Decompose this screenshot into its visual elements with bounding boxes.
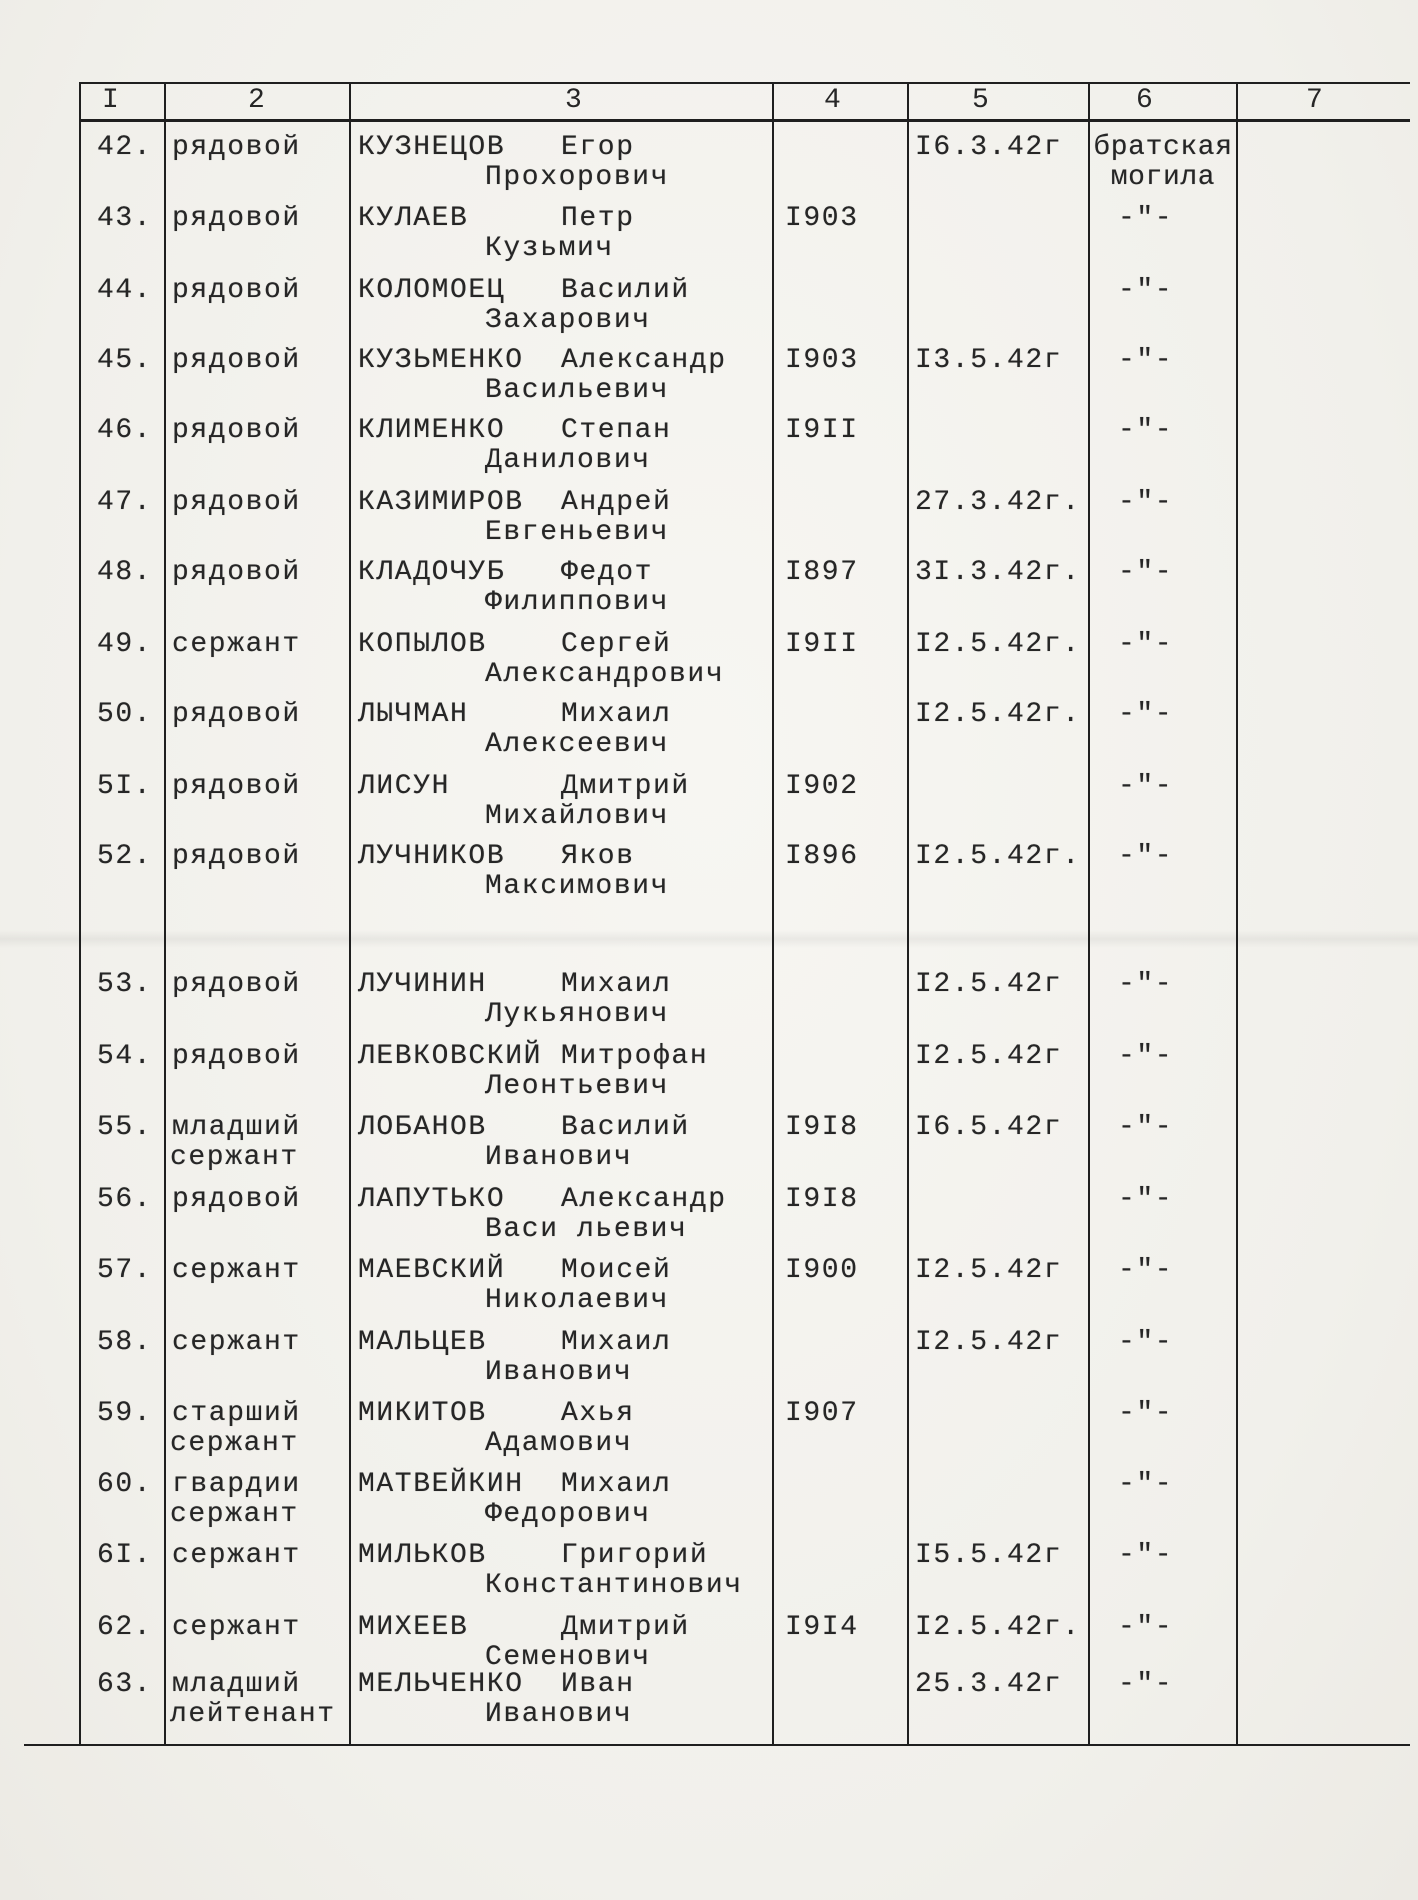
row-number: 45. xyxy=(97,345,153,376)
row-number: 60. xyxy=(97,1469,153,1500)
row-number: 46. xyxy=(97,415,153,446)
burial-place-ditto: -"- xyxy=(1118,629,1174,660)
surname: ЛЫЧМАН xyxy=(358,699,469,730)
birth-year: I900 xyxy=(785,1255,859,1286)
first-name: Егор xyxy=(561,132,635,163)
patronymic: Иванович xyxy=(485,1142,633,1173)
table-row xyxy=(0,558,1418,618)
first-name: Яков xyxy=(561,841,635,872)
first-name: Александр xyxy=(561,345,727,376)
patronymic: Филиппович xyxy=(485,587,670,618)
death-date: I2.5.42г xyxy=(915,1255,1063,1286)
column-header-5: 5 xyxy=(972,85,991,116)
burial-place-ditto: -"- xyxy=(1118,969,1174,1000)
surname: МАЛЬЦЕВ xyxy=(358,1327,487,1358)
paper-fold xyxy=(0,930,1418,948)
military-rank: рядовой xyxy=(172,487,301,518)
first-name: Михаил xyxy=(561,1469,672,1500)
first-name: Михаил xyxy=(561,969,672,1000)
death-date: I2.5.42г xyxy=(915,969,1063,1000)
death-date: I2.5.42г. xyxy=(915,1612,1081,1643)
military-rank: младший xyxy=(172,1669,301,1700)
military-rank: гвардии xyxy=(172,1469,301,1500)
burial-place: могила xyxy=(1110,162,1216,193)
death-date: I3.5.42г xyxy=(915,345,1063,376)
patronymic: Леонтьевич xyxy=(485,1071,670,1102)
death-date: 25.3.42г xyxy=(915,1669,1063,1700)
table-row xyxy=(0,1541,1418,1601)
surname: ЛАПУТЬКО xyxy=(358,1184,506,1215)
table-row xyxy=(0,1399,1418,1459)
burial-place-ditto: -"- xyxy=(1118,1041,1174,1072)
burial-place-ditto: -"- xyxy=(1118,1540,1174,1571)
patronymic: Иванович xyxy=(485,1357,633,1388)
birth-year: I9I4 xyxy=(785,1612,859,1643)
death-date: I6.5.42г xyxy=(915,1112,1063,1143)
death-date: I2.5.42г. xyxy=(915,629,1081,660)
row-number: 47. xyxy=(97,487,153,518)
table-row xyxy=(0,1670,1418,1730)
header-top-rule xyxy=(79,82,1410,84)
row-number: 48. xyxy=(97,557,153,588)
row-number: 53. xyxy=(97,969,153,1000)
table-row xyxy=(0,700,1418,760)
surname: МИХЕЕВ xyxy=(358,1612,469,1643)
column-header-4: 4 xyxy=(824,85,843,116)
military-rank: рядовой xyxy=(172,1184,301,1215)
burial-place-ditto: -"- xyxy=(1118,275,1174,306)
patronymic: Кузьмич xyxy=(485,233,614,264)
burial-place-ditto: -"- xyxy=(1118,1184,1174,1215)
column-header-1: I xyxy=(102,85,121,116)
table-row xyxy=(0,346,1418,406)
first-name: Сергей xyxy=(561,629,672,660)
surname: ЛЕВКОВСКИЙ xyxy=(358,1041,543,1072)
table-row xyxy=(0,1328,1418,1388)
surname: КЛИМЕНКО xyxy=(358,415,506,446)
patronymic: Константинович xyxy=(485,1570,743,1601)
table-row xyxy=(0,416,1418,476)
table-row xyxy=(0,970,1418,1030)
burial-place-ditto: -"- xyxy=(1118,1612,1174,1643)
first-name: Андрей xyxy=(561,487,672,518)
birth-year: I896 xyxy=(785,841,859,872)
military-rank: рядовой xyxy=(172,203,301,234)
surname: КОПЫЛОВ xyxy=(358,629,487,660)
first-name: Петр xyxy=(561,203,635,234)
military-rank: рядовой xyxy=(172,275,301,306)
patronymic: Данилович xyxy=(485,445,651,476)
burial-place-ditto: -"- xyxy=(1118,1398,1174,1429)
row-number: 59. xyxy=(97,1398,153,1429)
table-row xyxy=(0,772,1418,832)
military-rank: сержант xyxy=(172,629,301,660)
first-name: Василий xyxy=(561,1112,690,1143)
patronymic: Иванович xyxy=(485,1699,633,1730)
birth-year: I9II xyxy=(785,415,859,446)
table-row xyxy=(0,488,1418,548)
surname: КЛАДОЧУБ xyxy=(358,557,506,588)
row-number: 50. xyxy=(97,699,153,730)
burial-place-ditto: -"- xyxy=(1118,1327,1174,1358)
military-rank: рядовой xyxy=(172,771,301,802)
row-number: 43. xyxy=(97,203,153,234)
row-number: 56. xyxy=(97,1184,153,1215)
burial-place: братская xyxy=(1093,132,1233,163)
death-date: I2.5.42г xyxy=(915,1041,1063,1072)
first-name: Ахья xyxy=(561,1398,635,1429)
row-number: 62. xyxy=(97,1612,153,1643)
patronymic: Прохорович xyxy=(485,162,670,193)
burial-place-ditto: -"- xyxy=(1118,487,1174,518)
military-rank: младший xyxy=(172,1112,301,1143)
first-name: Федот xyxy=(561,557,654,588)
patronymic: Захарович xyxy=(485,305,651,336)
burial-place-ditto: -"- xyxy=(1118,1112,1174,1143)
row-number: 49. xyxy=(97,629,153,660)
surname: КУЛАЕВ xyxy=(358,203,469,234)
row-number: 57. xyxy=(97,1255,153,1286)
military-rank: сержант xyxy=(172,1327,301,1358)
surname: КУЗЬМЕНКО xyxy=(358,345,524,376)
table-row xyxy=(0,1185,1418,1245)
table-row xyxy=(0,1470,1418,1530)
patronymic: Васильевич xyxy=(485,375,670,406)
military-rank: сержант xyxy=(170,1499,299,1530)
surname: МАТВЕЙКИН xyxy=(358,1469,524,1500)
birth-year: I903 xyxy=(785,345,859,376)
military-rank: старший xyxy=(172,1398,301,1429)
table-row xyxy=(0,204,1418,264)
patronymic: Васи льевич xyxy=(485,1214,688,1245)
column-header-2: 2 xyxy=(248,85,267,116)
column-header-6: 6 xyxy=(1136,85,1155,116)
row-number: 5I. xyxy=(97,771,153,802)
patronymic: Максимович xyxy=(485,871,670,902)
burial-place-ditto: -"- xyxy=(1118,771,1174,802)
patronymic: Лукьянович xyxy=(485,999,670,1030)
military-rank: рядовой xyxy=(172,132,301,163)
first-name: Иван xyxy=(561,1669,635,1700)
birth-year: I903 xyxy=(785,203,859,234)
military-rank: рядовой xyxy=(172,557,301,588)
surname: КОЛОМОЕЦ xyxy=(358,275,506,306)
patronymic: Александрович xyxy=(485,659,725,690)
table-row xyxy=(0,133,1418,193)
death-date: I2.5.42г xyxy=(915,1327,1063,1358)
patronymic: Семенович xyxy=(485,1642,651,1673)
patronymic: Алексеевич xyxy=(485,729,670,760)
first-name: Дмитрий xyxy=(561,771,690,802)
death-date: I2.5.42г. xyxy=(915,699,1081,730)
first-name: Степан xyxy=(561,415,672,446)
patronymic: Федорович xyxy=(485,1499,651,1530)
surname: КУЗНЕЦОВ xyxy=(358,132,506,163)
row-number: 44. xyxy=(97,275,153,306)
table-row xyxy=(0,1613,1418,1673)
military-rank: рядовой xyxy=(172,415,301,446)
surname: КАЗИМИРОВ xyxy=(358,487,524,518)
birth-year: I9I8 xyxy=(785,1112,859,1143)
surname: МИЛЬКОВ xyxy=(358,1540,487,1571)
first-name: Митрофан xyxy=(561,1041,709,1072)
birth-year: I9II xyxy=(785,629,859,660)
patronymic: Михайлович xyxy=(485,801,670,832)
column-header-7: 7 xyxy=(1306,85,1325,116)
military-rank: рядовой xyxy=(172,699,301,730)
military-rank: сержант xyxy=(170,1142,299,1173)
death-date: I2.5.42г. xyxy=(915,841,1081,872)
first-name: Дмитрий xyxy=(561,1612,690,1643)
first-name: Григорий xyxy=(561,1540,709,1571)
first-name: Михаил xyxy=(561,1327,672,1358)
military-rank: сержант xyxy=(172,1255,301,1286)
table-bottom-rule xyxy=(24,1744,1410,1746)
surname: ЛОБАНОВ xyxy=(358,1112,487,1143)
first-name: Александр xyxy=(561,1184,727,1215)
military-rank: рядовой xyxy=(172,345,301,376)
table-row xyxy=(0,1113,1418,1173)
surname: МИКИТОВ xyxy=(358,1398,487,1429)
burial-place-ditto: -"- xyxy=(1118,415,1174,446)
row-number: 63. xyxy=(97,1669,153,1700)
row-number: 58. xyxy=(97,1327,153,1358)
burial-place-ditto: -"- xyxy=(1118,841,1174,872)
table-row xyxy=(0,630,1418,690)
header-bottom-rule xyxy=(79,119,1410,122)
burial-place-ditto: -"- xyxy=(1118,203,1174,234)
military-rank: рядовой xyxy=(172,841,301,872)
surname: МЕЛЬЧЕНКО xyxy=(358,1669,524,1700)
death-date: I5.5.42г xyxy=(915,1540,1063,1571)
death-date: I6.3.42г xyxy=(915,132,1063,163)
first-name: Михаил xyxy=(561,699,672,730)
row-number: 54. xyxy=(97,1041,153,1072)
burial-place-ditto: -"- xyxy=(1118,699,1174,730)
table-row xyxy=(0,842,1418,902)
burial-place-ditto: -"- xyxy=(1118,557,1174,588)
burial-place-ditto: -"- xyxy=(1118,1669,1174,1700)
birth-year: I897 xyxy=(785,557,859,588)
military-rank: лейтенант xyxy=(170,1699,336,1730)
military-rank: рядовой xyxy=(172,1041,301,1072)
birth-year: I9I8 xyxy=(785,1184,859,1215)
column-header-3: 3 xyxy=(565,85,584,116)
table-row xyxy=(0,276,1418,336)
patronymic: Евгеньевич xyxy=(485,517,670,548)
row-number: 52. xyxy=(97,841,153,872)
row-number: 6I. xyxy=(97,1540,153,1571)
first-name: Василий xyxy=(561,275,690,306)
surname: ЛУЧИНИН xyxy=(358,969,487,1000)
death-date: 3I.3.42г. xyxy=(915,557,1081,588)
burial-place-ditto: -"- xyxy=(1118,345,1174,376)
first-name: Моисей xyxy=(561,1255,672,1286)
burial-place-ditto: -"- xyxy=(1118,1255,1174,1286)
birth-year: I907 xyxy=(785,1398,859,1429)
birth-year: I902 xyxy=(785,771,859,802)
patronymic: Николаевич xyxy=(485,1285,670,1316)
surname: МАЕВСКИЙ xyxy=(358,1255,506,1286)
burial-place-ditto: -"- xyxy=(1118,1469,1174,1500)
surname: ЛУЧНИКОВ xyxy=(358,841,506,872)
table-row xyxy=(0,1042,1418,1102)
surname: ЛИСУН xyxy=(358,771,451,802)
row-number: 55. xyxy=(97,1112,153,1143)
military-rank: сержант xyxy=(170,1428,299,1459)
patronymic: Адамович xyxy=(485,1428,633,1459)
military-rank: сержант xyxy=(172,1612,301,1643)
row-number: 42. xyxy=(97,132,153,163)
death-date: 27.3.42г. xyxy=(915,487,1081,518)
table-row xyxy=(0,1256,1418,1316)
military-rank: рядовой xyxy=(172,969,301,1000)
military-rank: сержант xyxy=(172,1540,301,1571)
